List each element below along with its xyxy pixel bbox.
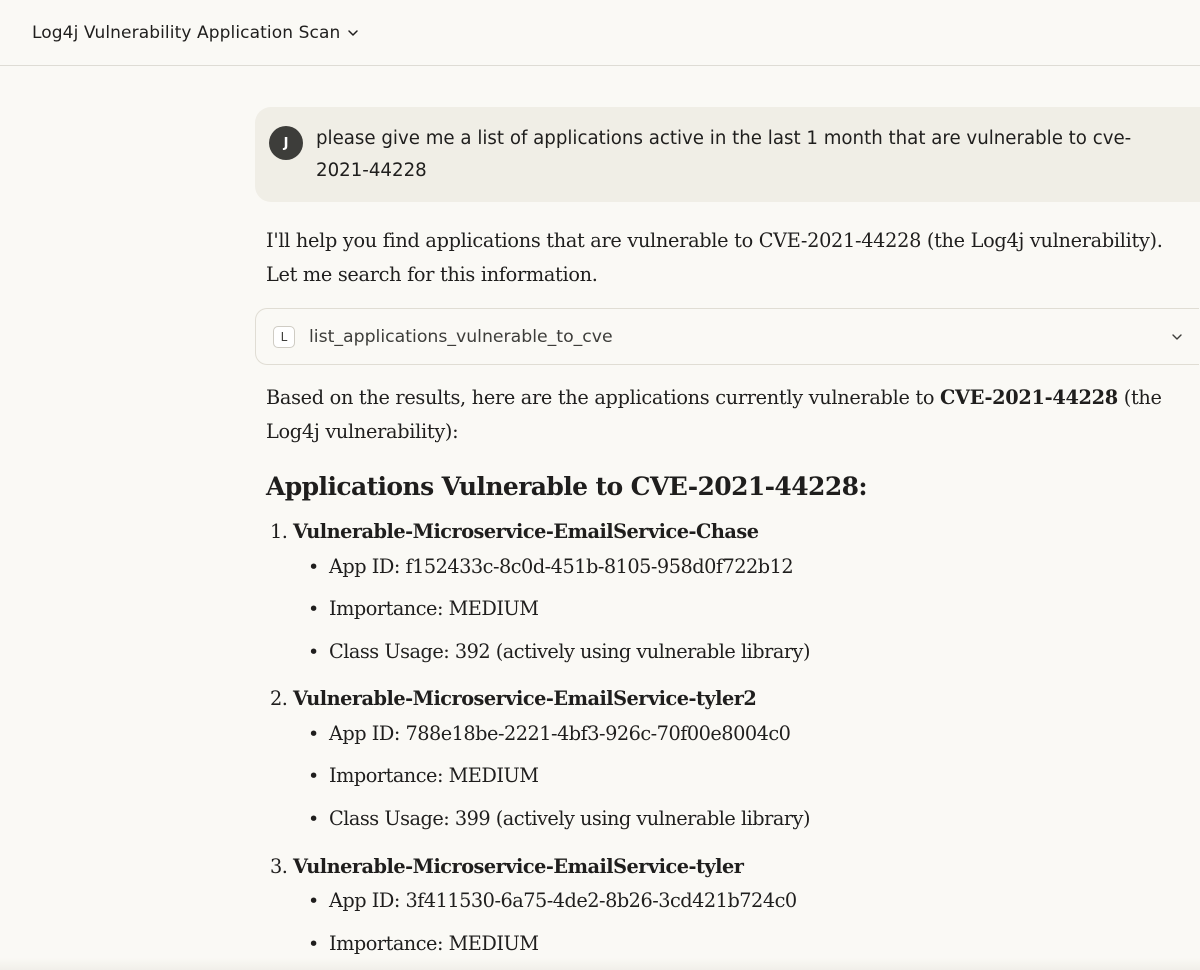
application-app-id: • App ID: 788e18be-2221-4bf3-926c-70f00e8004c0	[308, 722, 791, 745]
results-heading: Applications Vulnerable to CVE-2021-44228:	[266, 472, 868, 501]
application-name: Vulnerable-Microservice-EmailService-tyler2	[293, 687, 757, 710]
application-importance: • Importance: MEDIUM	[308, 932, 539, 955]
tool-letter-icon: L	[273, 326, 295, 348]
chat-header	[0, 0, 1200, 66]
result-intro-suffix: (the Log4j vulnerability):	[266, 386, 1162, 443]
tool-call-name: list_applications_vulnerable_to_cve	[309, 327, 613, 347]
application-class-usage: • Class Usage: 399 (actively using vulnerable library)	[308, 807, 810, 830]
bottom-fade	[0, 958, 1200, 970]
chevron-down-icon	[346, 26, 360, 40]
application-item	[270, 517, 758, 547]
user-avatar: J	[269, 126, 303, 160]
user-message	[255, 107, 1200, 202]
user-message-text: please give me a list of applications active in the last 1 month that are vulnerable to cve-2021-44228	[316, 128, 1132, 181]
application-class-usage: • Class Usage: 392 (actively using vulnerable library)	[308, 640, 810, 663]
application-number: 3.	[270, 855, 288, 878]
result-intro-prefix: Based on the results, here are the applications currently vulnerable to	[266, 386, 940, 409]
application-importance: • Importance: MEDIUM	[308, 764, 539, 787]
chevron-down-icon[interactable]	[1170, 330, 1184, 344]
tool-call-expander[interactable]	[255, 308, 1199, 365]
application-number: 2.	[270, 687, 288, 710]
application-item	[270, 852, 743, 882]
result-intro	[266, 381, 1171, 449]
application-number: 1.	[270, 520, 288, 543]
chat-title-dropdown[interactable]	[24, 16, 368, 50]
chat-title: Log4j Vulnerability Application Scan	[32, 23, 341, 43]
result-intro-cve: CVE-2021-44228	[940, 386, 1118, 409]
application-name: Vulnerable-Microservice-EmailService-tyler	[293, 855, 744, 878]
application-app-id: • App ID: f152433c-8c0d-451b-8105-958d0f722b12	[308, 555, 794, 578]
assistant-intro: I'll help you find applications that are vulnerable to CVE-2021-44228 (the Log4j vulnerability). Let me search for this information.	[266, 229, 1163, 286]
application-importance: • Importance: MEDIUM	[308, 597, 539, 620]
application-app-id: • App ID: 3f411530-6a75-4de2-8b26-3cd421b724c0	[308, 889, 797, 912]
application-name: Vulnerable-Microservice-EmailService-Chase	[293, 520, 759, 543]
application-item	[270, 684, 756, 714]
